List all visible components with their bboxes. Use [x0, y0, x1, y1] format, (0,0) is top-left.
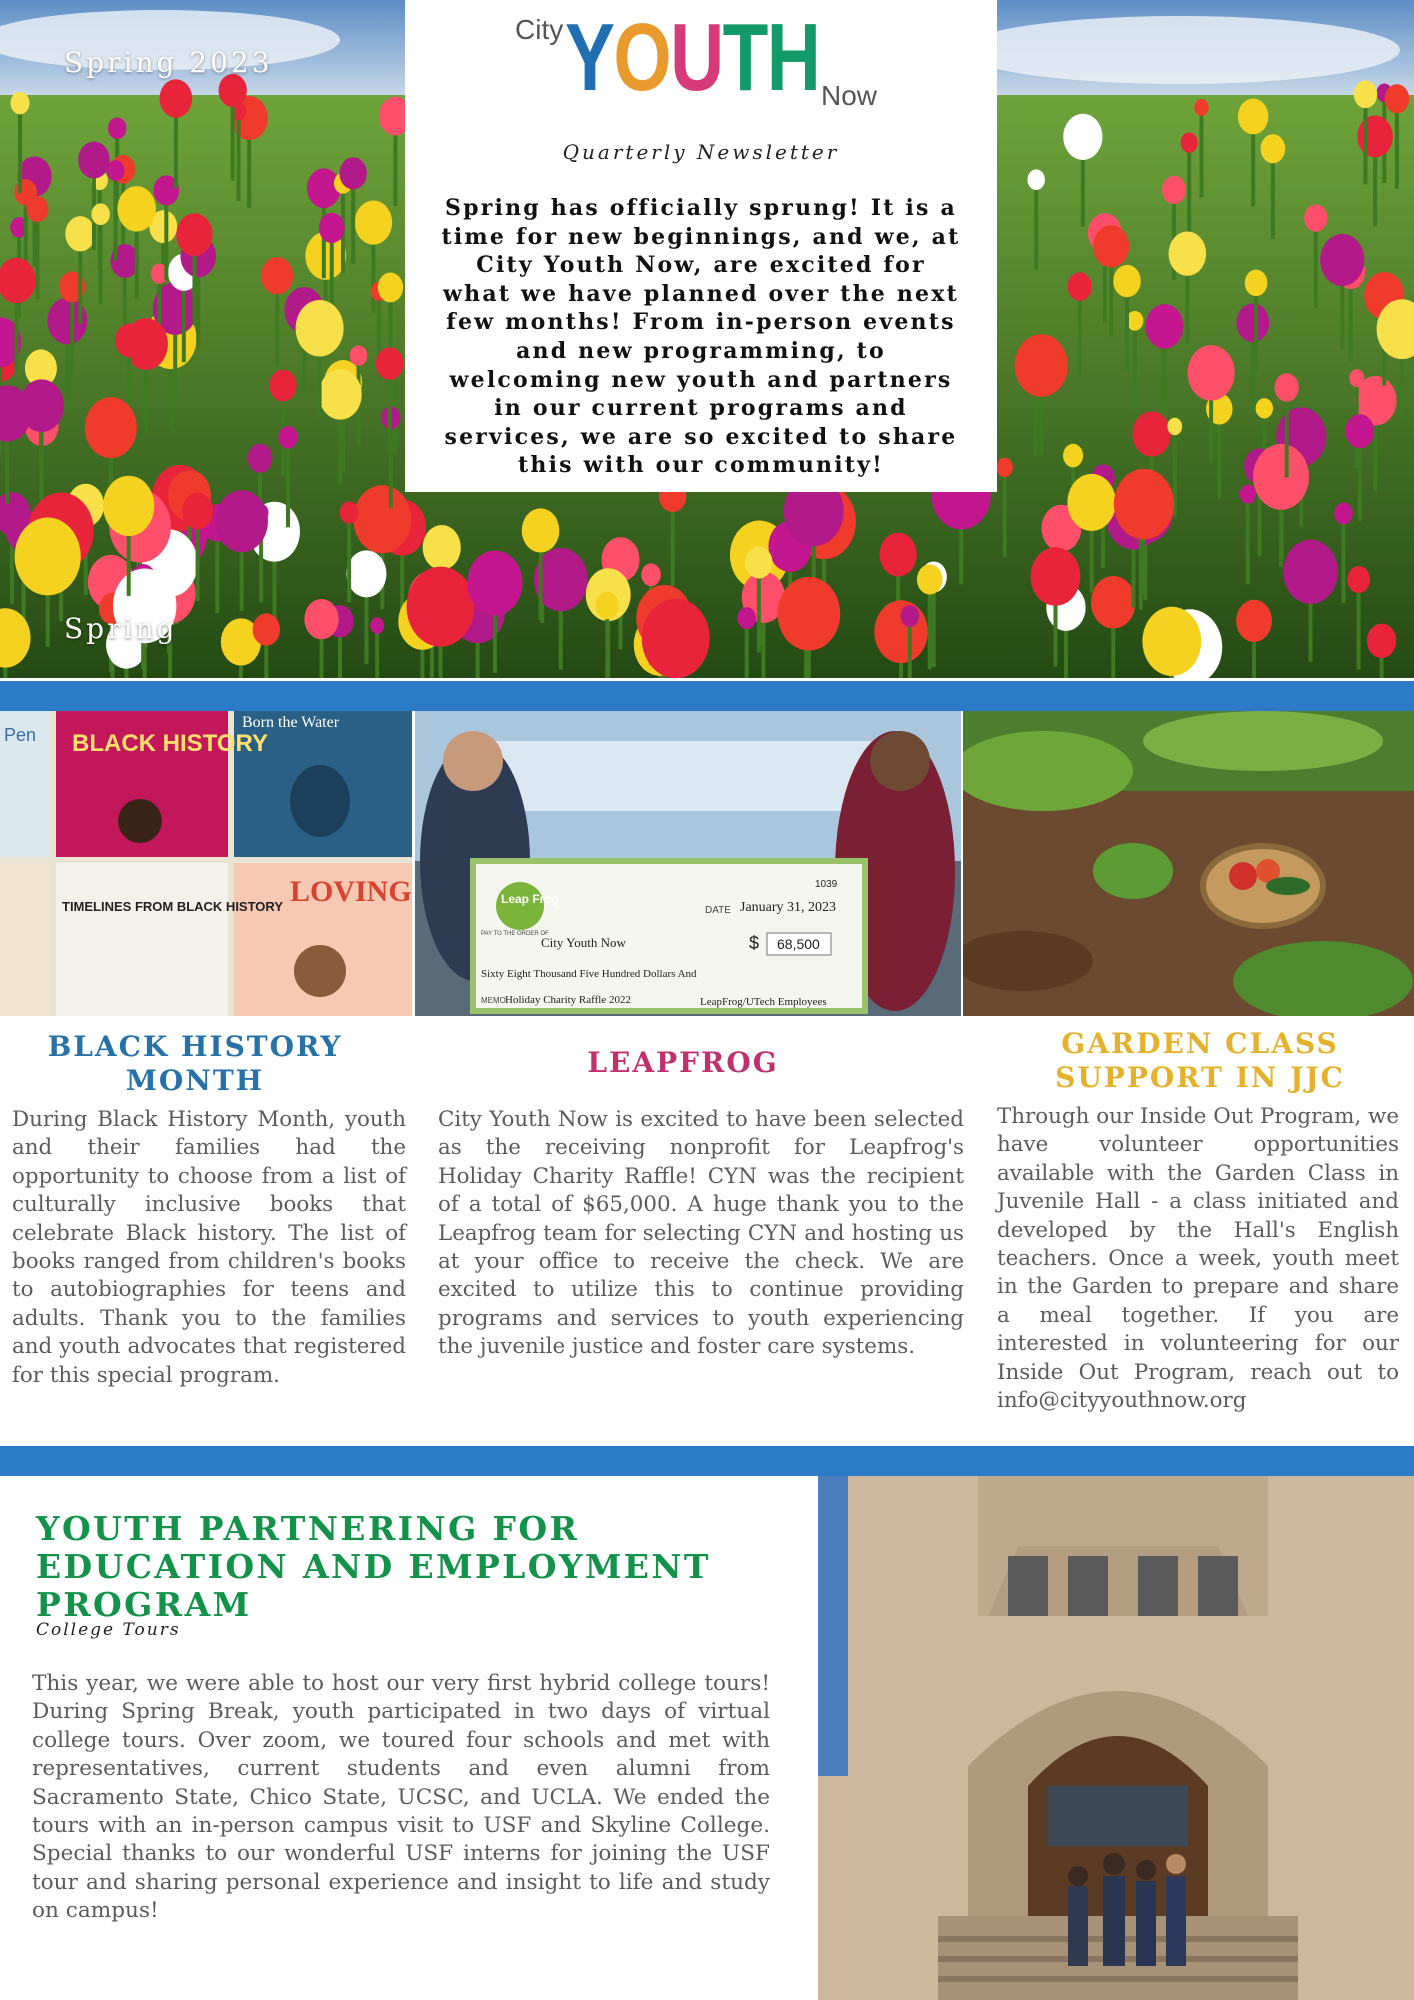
tulip-bloom [347, 550, 387, 597]
article-title-black-history: BLACK HISTORY MONTH [47, 1030, 343, 1097]
tulip-bloom [1253, 444, 1309, 510]
tulip-bloom [596, 592, 619, 619]
tulip-bloom [1275, 373, 1299, 402]
season-label-bottom: Spring [64, 612, 178, 645]
check-pay-to-label: PAY TO THE ORDER OF [481, 931, 549, 937]
tulip-bloom [1167, 418, 1182, 435]
tulip-bloom [355, 200, 393, 244]
check-signer: LeapFrog/UTech Employees [700, 996, 827, 1008]
tulip-bloom [215, 490, 268, 552]
check-amount-words: Sixty Eight Thousand Five Hundred Dollars And [481, 968, 697, 980]
tulip-bloom [103, 476, 154, 536]
tulip-bloom [78, 141, 110, 178]
tulip-bloom [370, 617, 384, 633]
tulip-bloom [1063, 444, 1083, 468]
logo-letter: T [722, 4, 767, 111]
tulip-bloom [278, 426, 297, 449]
tulip-bloom [1194, 99, 1208, 116]
article-title-leapfrog: LEAPFROG [587, 1046, 779, 1079]
hero-banner [0, 0, 1414, 678]
check-number: 1039 [815, 879, 838, 890]
article-body-leapfrog: City Youth Now is excited to have been selected as the receiving nonprofit for Leapfrog's Holiday Charity Raffle! CYN was the recipient of a total of $65,000. A huge thank you to the Leapfrog team for selecting CYN and hosting us at your office to receive the check. We are excited to utilize this to continue providing programs and services to youth experiencing the juvenile justice and foster care systems. [438, 1107, 964, 1360]
tulip-bloom [26, 196, 48, 222]
tulip-bloom [182, 493, 213, 530]
tulip-bloom [339, 157, 366, 189]
tulip-bloom [253, 613, 280, 645]
check-amount: 68,500 [777, 936, 820, 952]
book-cover-loving: LOVING [290, 875, 412, 908]
tulip-bloom [1256, 398, 1273, 418]
tulip-bloom [1132, 411, 1170, 456]
tulip-bloom [319, 213, 345, 243]
tulip-bloom [1031, 547, 1081, 606]
tulip-bloom [296, 300, 344, 357]
ypee-section-body: This year, we were able to host our very first hybrid college tours! During Spring Break, youth participated in two days of virtual college tours. Over zoom, we toured four schools and met with representatives, current students and even alumni from Sacramento State, Chico State, UCSC, and UCLA. We ended the tours with an in-person campus visit to USF and Skyline College. Special thanks to our wonderful USF interns for joining the USF tour and sharing personal experience and insight to life and study on campus! [32, 1671, 770, 1924]
tulip-bloom [1334, 503, 1353, 525]
ypee-section-title: YOUTH PARTNERING FOR EDUCATION AND EMPLOYMENT PROGRAM [36, 1509, 711, 1624]
tulip-bloom [1181, 132, 1198, 152]
divider-band-top [0, 681, 1414, 711]
tulip-bloom [1238, 98, 1268, 134]
tulip-bloom [1345, 414, 1374, 448]
tulip-bloom [1347, 566, 1370, 593]
tulip-bloom [900, 605, 919, 627]
tulip-bloom [778, 577, 841, 651]
check-memo: Holiday Charity Raffle 2022 [505, 994, 631, 1006]
tulip-bloom [176, 213, 212, 256]
article-body-black-history: During Black History Month, youth and their families had the opportunity to choose from a list of culturally inclusive books that celebrate Black history. The list of books ranged from children's books to autobiographies for teens and adults. Thank you to the families and youth advocates that registered for this special program. [12, 1107, 406, 1388]
intro-text: Spring has officially sprung! It is a time for new beginnings, and we, at City Youth Now, are excited for what we have planned over the next few months! From in-person events and new programming, to welcoming new youth and partners in our current programs and services, we are so excited to share this with our community! [441, 195, 961, 479]
tulip-bloom [423, 525, 461, 570]
tulip-bloom [115, 324, 144, 358]
tulip-bloom [1385, 84, 1410, 113]
campus-building-photo [818, 1476, 1414, 2000]
tulip-bloom [1354, 81, 1378, 109]
tulip-bloom [160, 79, 193, 117]
tulip-bloom [1015, 334, 1068, 397]
tulip-bloom [1349, 369, 1364, 387]
check-brand: Leap Frog [501, 892, 560, 906]
tulip-bloom [10, 92, 29, 115]
article-body-garden-class: Through our Inside Out Program, we have volunteer opportunities available with the Garden Class in Juvenile Hall - a class initiated and developed by the Hall's English teachers. Once a week, youth meet in the Garden to prepare and share a meal together. If you are interested in volunteering for our Inside Out Program, reach out to info@cityyouthnow.org [997, 1104, 1399, 1414]
check-payee: City Youth Now [541, 935, 626, 950]
tulip-bloom [407, 567, 475, 647]
tulip-bloom [1063, 114, 1102, 160]
tulip-bloom [1067, 474, 1115, 531]
newsletter-label: Quarterly Newsletter [562, 140, 840, 164]
tulip-bloom [1240, 485, 1256, 504]
black-history-books-photo [0, 711, 412, 1016]
tulip-bloom [1357, 116, 1393, 158]
tulip-bloom [65, 216, 95, 251]
tulip-bloom [745, 546, 772, 578]
check-memo-label: MEMO [481, 996, 506, 1005]
tulip-bloom [1304, 204, 1327, 231]
check-date-label: DATE [705, 905, 731, 916]
book-cover-born-water: Born the Water [242, 714, 340, 731]
article-title-garden-class: GARDEN CLASS SUPPORT IN JJC [1055, 1027, 1345, 1094]
tulip-bloom [874, 600, 927, 663]
tulip-bloom [376, 347, 404, 380]
logo-letter: Y [565, 4, 614, 111]
tulip-bloom [353, 485, 411, 553]
tulip-bloom [117, 186, 156, 231]
divider-band-bottom [0, 1446, 1414, 1476]
book-cover-black-history: BLACK HISTORY [72, 730, 269, 757]
tulip-bloom [1320, 234, 1364, 286]
tulip-bloom [248, 444, 273, 473]
tulip-bloom [996, 458, 1012, 477]
tulip-bloom [737, 607, 756, 629]
tulip-bloom [1261, 134, 1286, 163]
tulip-bloom [15, 518, 81, 596]
tulip-bloom [1027, 169, 1045, 190]
tulip-bloom [319, 369, 362, 420]
logo-city-text: City [515, 14, 564, 45]
logo-youth-text [565, 4, 820, 111]
season-label-top: Spring 2023 [64, 46, 273, 79]
tulip-bloom [269, 370, 296, 402]
tulip-bloom [1367, 624, 1396, 659]
tulip-bloom [91, 203, 109, 225]
check-date: January 31, 2023 [740, 900, 837, 915]
leapfrog-check-photo [415, 711, 961, 1016]
tulip-bloom [1236, 600, 1272, 642]
tulip-bloom [1142, 607, 1201, 676]
tulip-bloom [879, 533, 916, 577]
tulip-bloom [1114, 469, 1174, 540]
city-youth-now-logo [515, 0, 895, 120]
tulip-bloom [917, 564, 943, 594]
tulip-bloom [350, 345, 367, 365]
logo-letter: H [766, 4, 820, 111]
tulip-bloom [1236, 303, 1269, 342]
tulip-bloom [1168, 231, 1206, 275]
garden-basket-photo [963, 711, 1414, 1016]
tulip-bloom [1091, 576, 1136, 629]
tulip-bloom [1145, 304, 1183, 349]
tulip-bloom [85, 397, 137, 458]
tulip-bloom [641, 563, 661, 586]
tulip-bloom [378, 273, 403, 303]
tulip-bloom [522, 508, 560, 552]
book-cover-pen: Pen [4, 725, 37, 745]
ypee-section-subtitle: College Tours [36, 1620, 181, 1640]
tulip-bloom [1113, 265, 1141, 297]
book-cover-timelines: TIMELINES FROM BLACK HISTORY [62, 899, 283, 914]
tulip-bloom [1068, 272, 1092, 301]
tulip-bloom [304, 599, 338, 639]
tulip-bloom [108, 117, 126, 139]
tulip-bloom [340, 501, 359, 523]
logo-letter: O [613, 4, 671, 111]
tulip-bloom [1283, 540, 1338, 604]
tulip-bloom [1093, 225, 1129, 267]
tulip-bloom [1188, 345, 1235, 400]
logo-now-text: Now [821, 80, 878, 111]
check-dollar-sign: $ [749, 933, 760, 953]
tulip-bloom [467, 551, 522, 616]
tulip-bloom [1245, 270, 1268, 297]
intro-card [405, 0, 997, 492]
tulip-bloom [642, 598, 710, 678]
tulip-bloom [1162, 176, 1186, 204]
tulip-bloom [261, 257, 293, 295]
logo-letter: U [670, 4, 723, 111]
